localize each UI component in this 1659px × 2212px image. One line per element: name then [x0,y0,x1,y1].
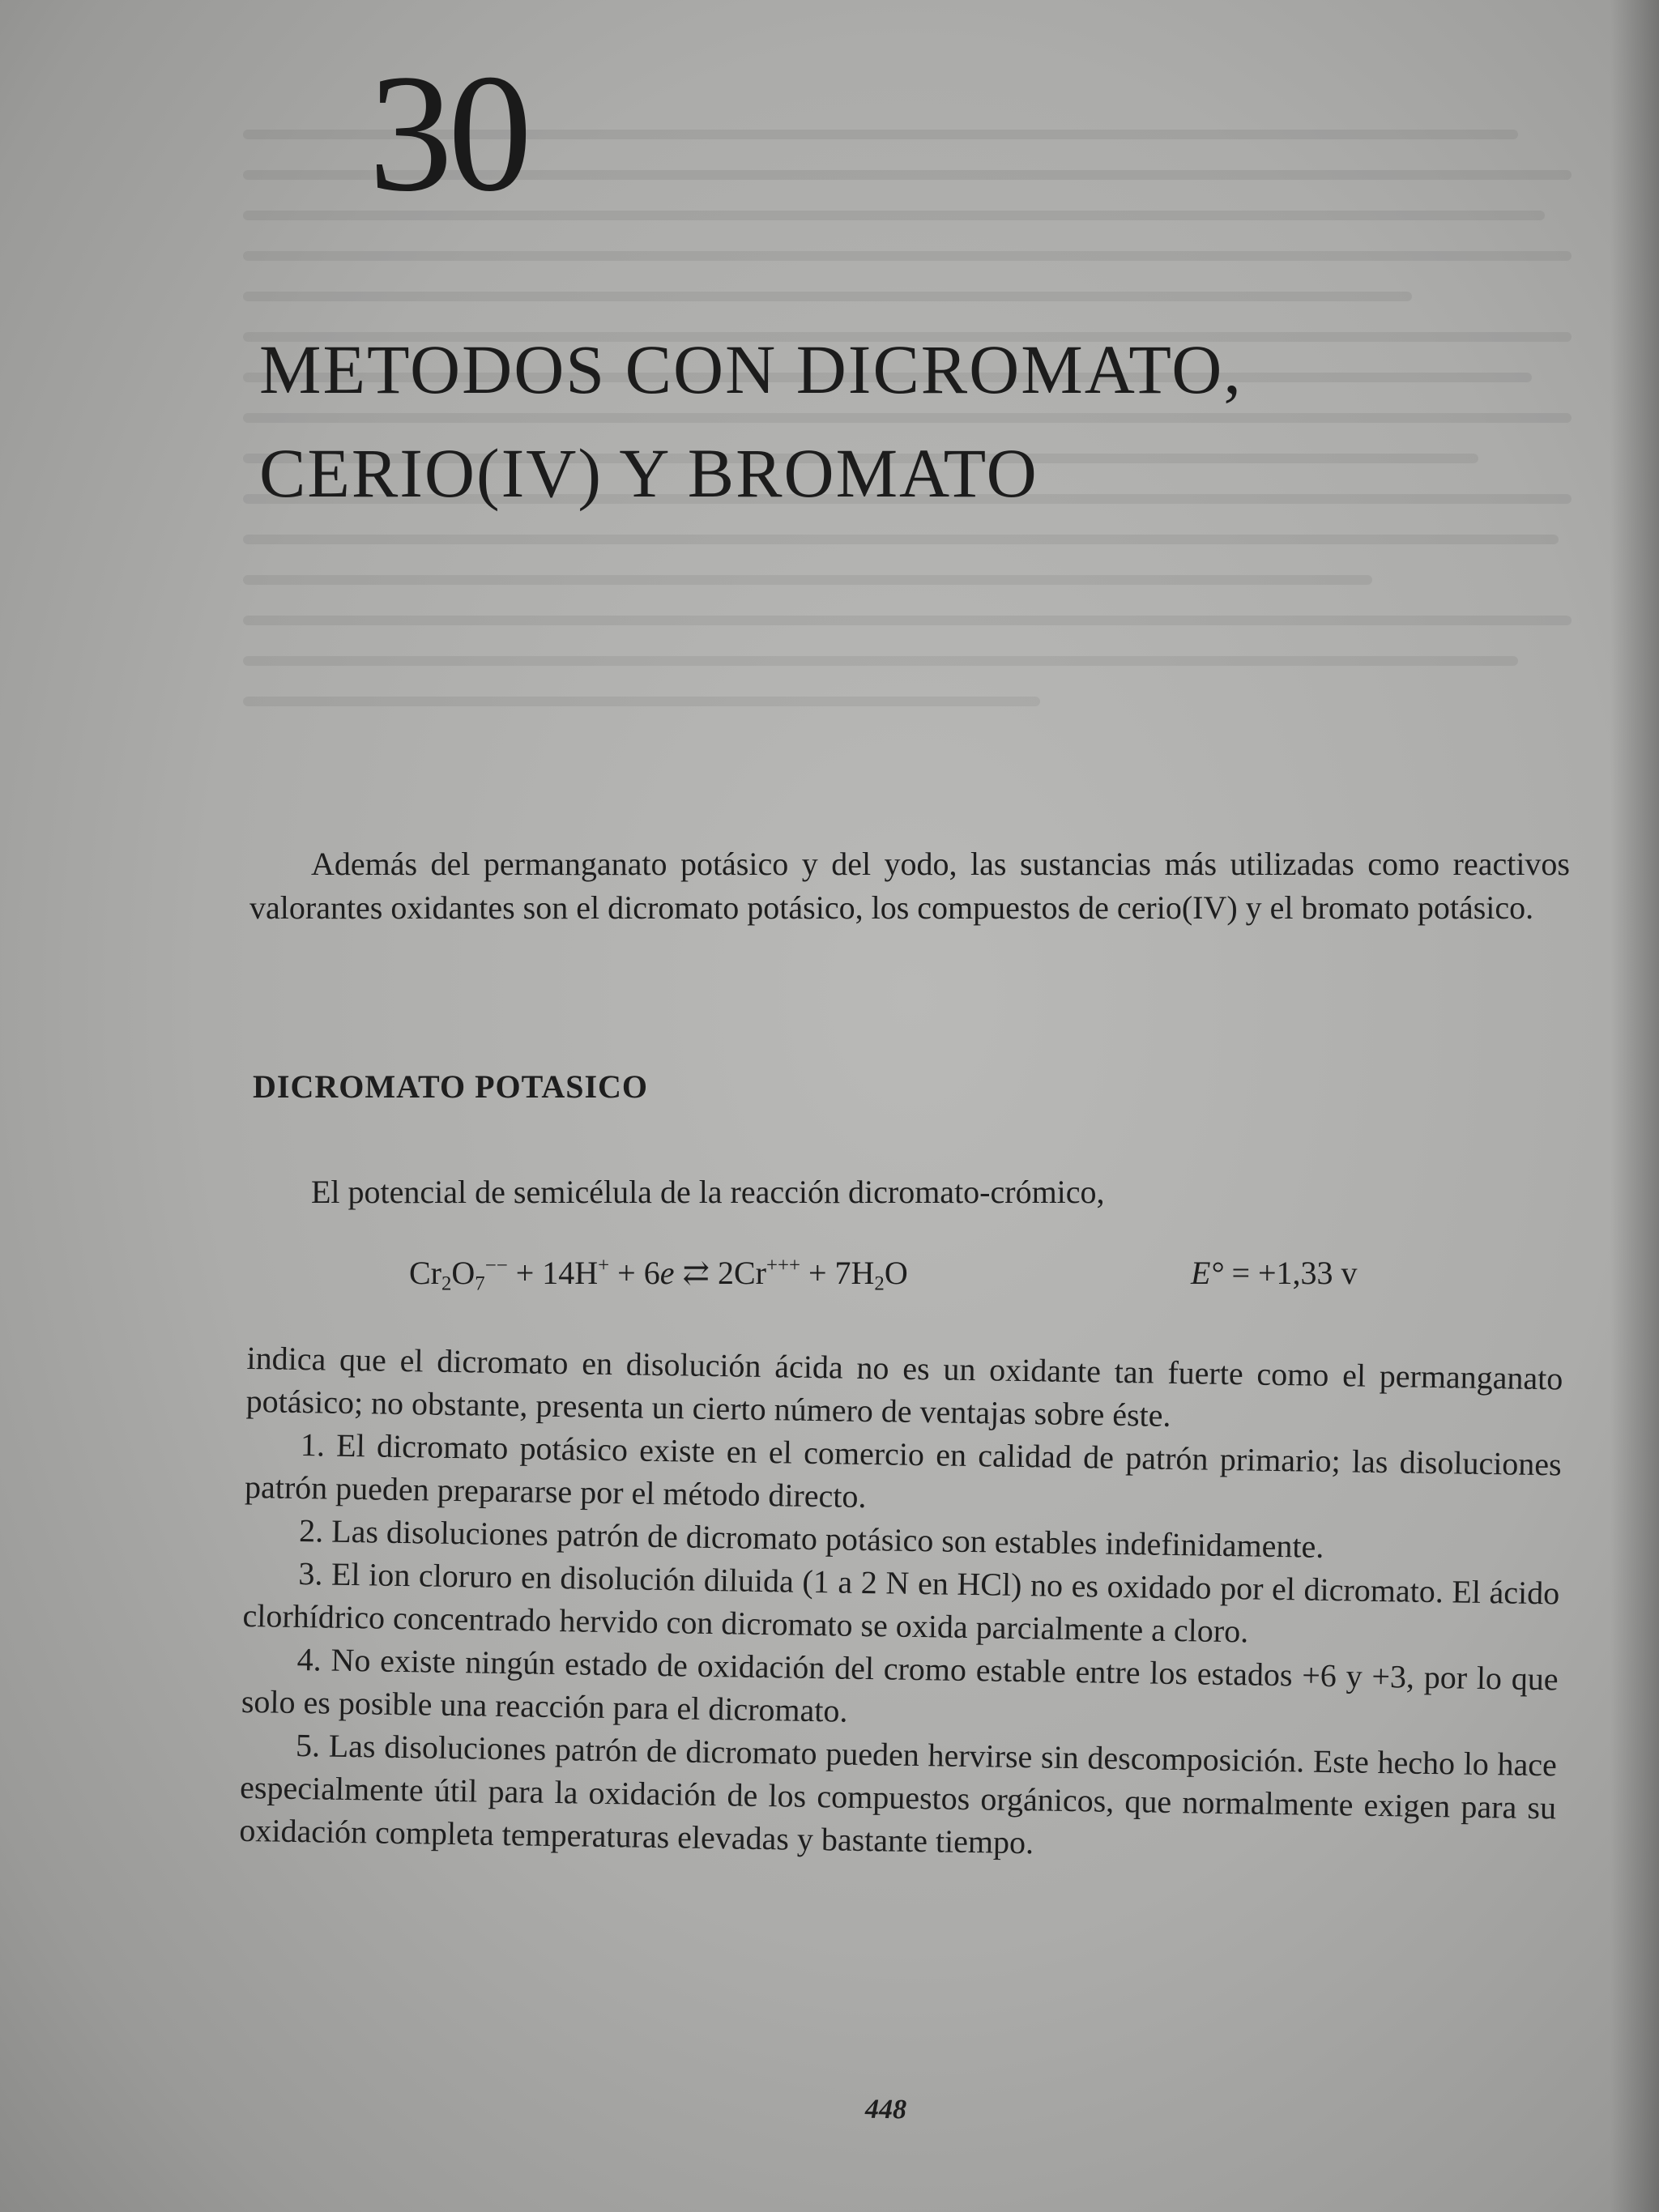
advantage-item-5: 5. Las disoluciones patrón de dicromato pueden hervirse sin descomposición. Este hecho lo hace especialmente útil para la oxidación de los compuestos orgánicos, que normalmente exigen para su oxidación completa temperaturas elevadas y bastante tiempo. [239,1727,1558,1861]
section-heading: DICROMATO POTASICO [253,1068,649,1105]
potential-paragraph: El potencial de semicélula de la reacción dicromato-crómico, [311,1174,1105,1210]
equation-expression: $Cr_2O_7^{--} + 14H^+ + 6e$ ⇄ $2Cr^{+++} + 7H_2O$ [409,1255,908,1295]
advantages-section [239,1336,1563,1872]
advantage-item-4: 4. No existe ningún estado de oxidación del cromo estable entre los estados +6 y +3, por lo que solo es posible una reacción para el dicromato. [241,1641,1559,1729]
page-edge-shadow [1610,0,1659,2212]
advantage-item-2: 2. Las disoluciones patrón de dicromato potásico son estables indefinidamente. [298,1512,1324,1565]
redox-equation [409,1254,1462,1295]
page-number: 448 [864,2094,907,2125]
advantage-item-3: 3. El ion cloruro en disolución diluida (1 a 2 N en HCl) no es oxidado por el dicromato. El ácido clorhídrico concentrado hervido con dicromato se oxida parcialmente a cloro. [242,1555,1560,1650]
intro-paragraph: Además del permanganato potásico y del yodo, las sustancias más utilizadas como reactivos valorantes oxidantes son el dicromato potásico, los compuestos de cerio(IV) y el bromato potásico. [249,846,1570,926]
advantage-item-1: 1. El dicromato potásico existe en el comercio en calidad de patrón primario; las disoluciones patrón pueden prepararse por el método directo. [244,1426,1563,1515]
after-equation-paragraph: indica que el dicromato en disolución ácida no es un oxidante tan fuerte como el permanganato potásico; no obstante, presenta un cierto número de ventajas sobre éste. [245,1339,1563,1434]
chapter-title-line-1: METODOS CON DICROMATO, [259,330,1243,408]
chapter-title [259,318,1555,525]
standard-potential: E° = +1,33 v [1191,1255,1358,1291]
chapter-number: 30 [369,40,527,226]
chapter-title-line-2: CERIO(IV) Y BROMATO [259,434,1038,512]
